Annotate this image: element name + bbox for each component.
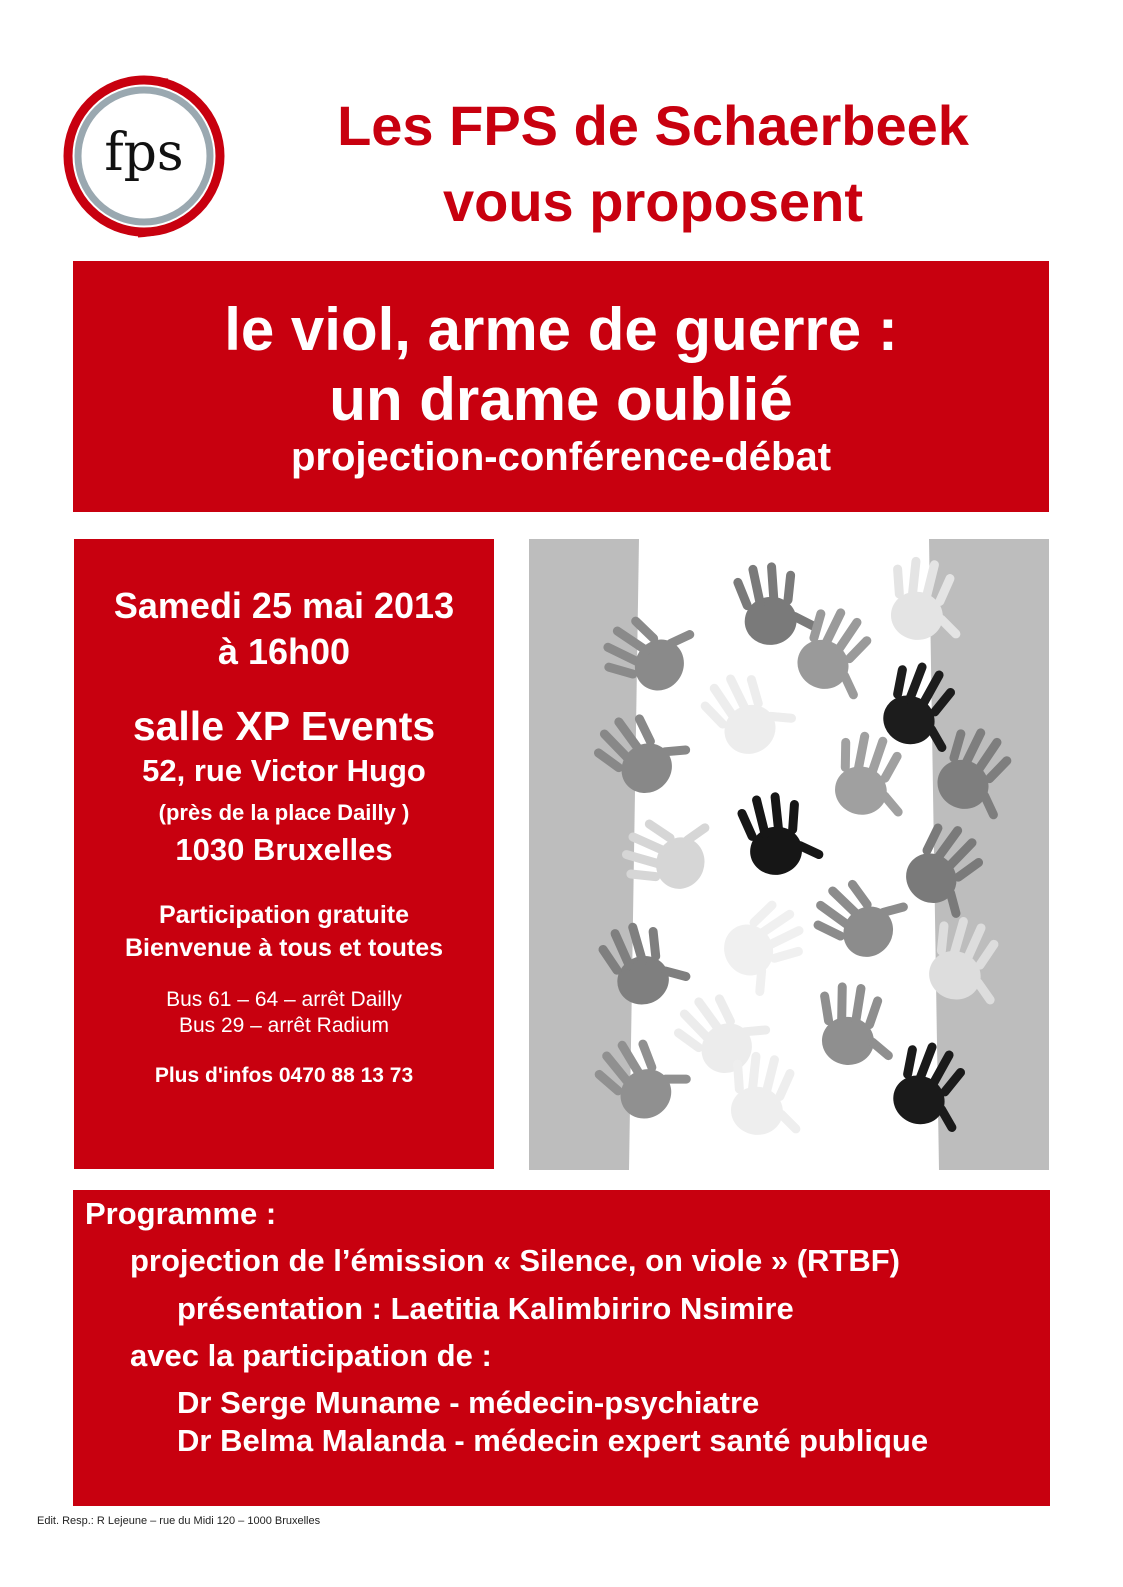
fps-logo xyxy=(58,68,230,240)
event-date: Samedi 25 mai 2013 xyxy=(113,585,455,626)
title-line-2: un drame oublié xyxy=(329,366,793,433)
event-bus-2: Bus 29 – arrêt Radium xyxy=(178,1014,390,1037)
event-participation: Participation gratuite xyxy=(158,901,410,929)
header-line-1: Les FPS de Schaerbeek xyxy=(337,94,969,157)
title-line-1: le viol, arme de guerre : xyxy=(224,296,898,363)
program-speaker-1: Dr Serge Muname - médecin-psychiatre xyxy=(177,1385,760,1420)
header-title xyxy=(228,88,1078,240)
event-info-box xyxy=(74,539,494,1169)
program-heading: Programme : xyxy=(85,1196,277,1231)
footer-editor-responsible: Edit. Resp.: R Lejeune – rue du Midi 120 – 1000 Bruxelles xyxy=(37,1515,321,1527)
event-near: (près de la place Dailly ) xyxy=(158,800,410,825)
program-speaker-2: Dr Belma Malanda - médecin expert santé publique xyxy=(177,1423,929,1458)
title-subtitle: projection-conférence-débat xyxy=(290,435,832,479)
event-city: 1030 Bruxelles xyxy=(175,832,393,867)
event-street: 52, rue Victor Hugo xyxy=(142,753,426,788)
handprints-image xyxy=(529,539,1049,1170)
program-box xyxy=(73,1190,1050,1506)
logo-text: fps xyxy=(104,123,184,183)
program-presentation: présentation : Laetitia Kalimbiriro Nsimire xyxy=(177,1291,794,1326)
program-projection: projection de l’émission « Silence, on viole » (RTBF) xyxy=(130,1243,900,1278)
handprints-illustration xyxy=(529,539,1049,1170)
event-welcome: Bienvenue à tous et toutes xyxy=(124,934,444,962)
event-time: à 16h00 xyxy=(217,631,351,672)
event-info-phone: Plus d'infos 0470 88 13 73 xyxy=(154,1064,414,1087)
program-participation: avec la participation de : xyxy=(130,1338,492,1373)
event-bus-1: Bus 61 – 64 – arrêt Dailly xyxy=(166,988,402,1011)
event-venue: salle XP Events xyxy=(132,703,436,749)
title-box xyxy=(73,261,1049,512)
header-line-2: vous proposent xyxy=(442,170,864,233)
